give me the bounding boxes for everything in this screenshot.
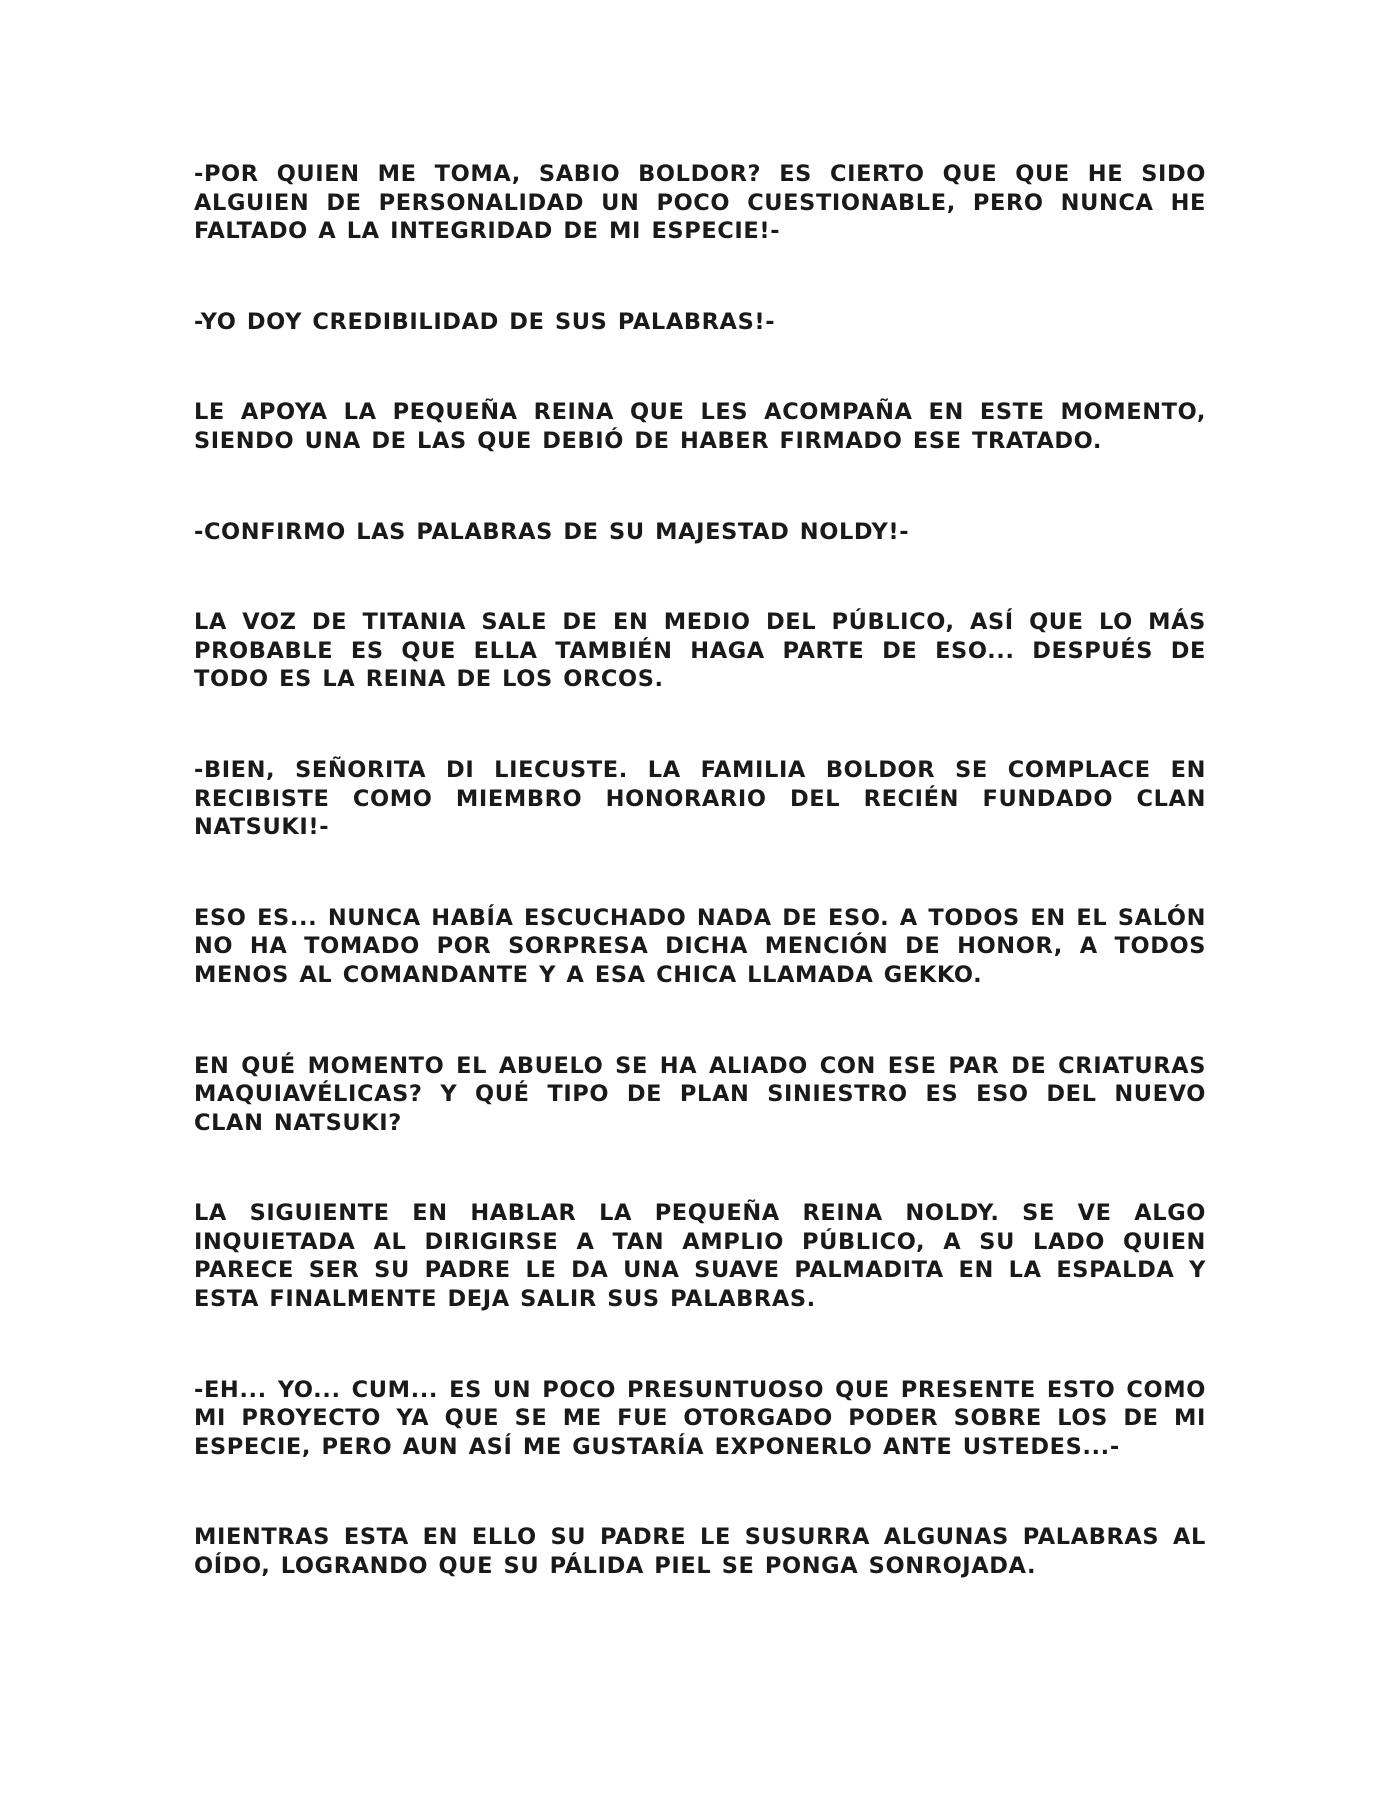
paragraph: LA SIGUIENTE EN HABLAR LA PEQUEÑA REINA NOLDY. SE VE ALGO INQUIETADA AL DIRIGIRSE A TAN AMPLIO PÚBLICO, A SU LADO QUIEN PARECE SER SU PADRE LE DA UNA SUAVE PALMADITA EN LA ESPALDA Y ESTA FINALMENTE DEJA SALIR SUS PALABRAS. <box>194 1200 1206 1313</box>
paragraph: -POR QUIEN ME TOMA, SABIO BOLDOR? ES CIERTO QUE QUE HE SIDO ALGUIEN DE PERSONALIDAD UN POCO CUESTIONABLE, PERO NUNCA HE FALTADO A LA INTEGRIDAD DE MI ESPECIE!- <box>194 161 1206 245</box>
text-column <box>194 160 1206 1643</box>
paragraph: -BIEN, SEÑORITA DI LIECUSTE. LA FAMILIA BOLDOR SE COMPLACE EN RECIBISTE COMO MIEMBRO HONORARIO DEL RECIÉN FUNDADO CLAN NATSUKI!- <box>194 756 1206 841</box>
paragraph: -CONFIRMO LAS PALABRAS DE SU MAJESTAD NOLDY!- <box>194 518 910 545</box>
paragraph: -EH... YO... CUM... ES UN POCO PRESUNTUOSO QUE PRESENTE ESTO COMO MI PROYECTO YA QUE SE ME FUE OTORGADO PODER SOBRE LOS DE MI ESPECIE, PERO AUN ASÍ ME GUSTARÍA EXPONERLO ANTE USTEDES...- <box>194 1376 1206 1460</box>
paragraph: EN QUÉ MOMENTO EL ABUELO SE HA ALIADO CON ESE PAR DE CRIATURAS MAQUIAVÉLICAS? Y QUÉ TIPO DE PLAN SINIESTRO ES ESO DEL NUEVO CLAN NATSUKI? <box>194 1052 1206 1136</box>
paragraph: MIENTRAS ESTA EN ELLO SU PADRE LE SUSURRA ALGUNAS PALABRAS AL OÍDO, LOGRANDO QUE SU PÁLIDA PIEL SE PONGA SONROJADA. <box>194 1524 1206 1580</box>
paragraph: LE APOYA LA PEQUEÑA REINA QUE LES ACOMPAÑA EN ESTE MOMENTO, SIENDO UNA DE LAS QUE DEBIÓ DE HABER FIRMADO ESE TRATADO. <box>194 399 1206 454</box>
paragraph: LA VOZ DE TITANIA SALE DE EN MEDIO DEL PÚBLICO, ASÍ QUE LO MÁS PROBABLE ES QUE ELLA TAMBIÉN HAGA PARTE DE ESO... DESPUÉS DE TODO ES LA REINA DE LOS ORCOS. <box>194 609 1206 693</box>
paragraph: -YO DOY CREDIBILIDAD DE SUS PALABRAS!- <box>194 308 776 335</box>
paragraph: ESO ES... NUNCA HABÍA ESCUCHADO NADA DE ESO. A TODOS EN EL SALÓN NO HA TOMADO POR SORPRESA DICHA MENCIÓN DE HONOR, A TODOS MENOS AL COMANDANTE Y A ESA CHICA LLAMADA GEKKO. <box>194 904 1206 988</box>
